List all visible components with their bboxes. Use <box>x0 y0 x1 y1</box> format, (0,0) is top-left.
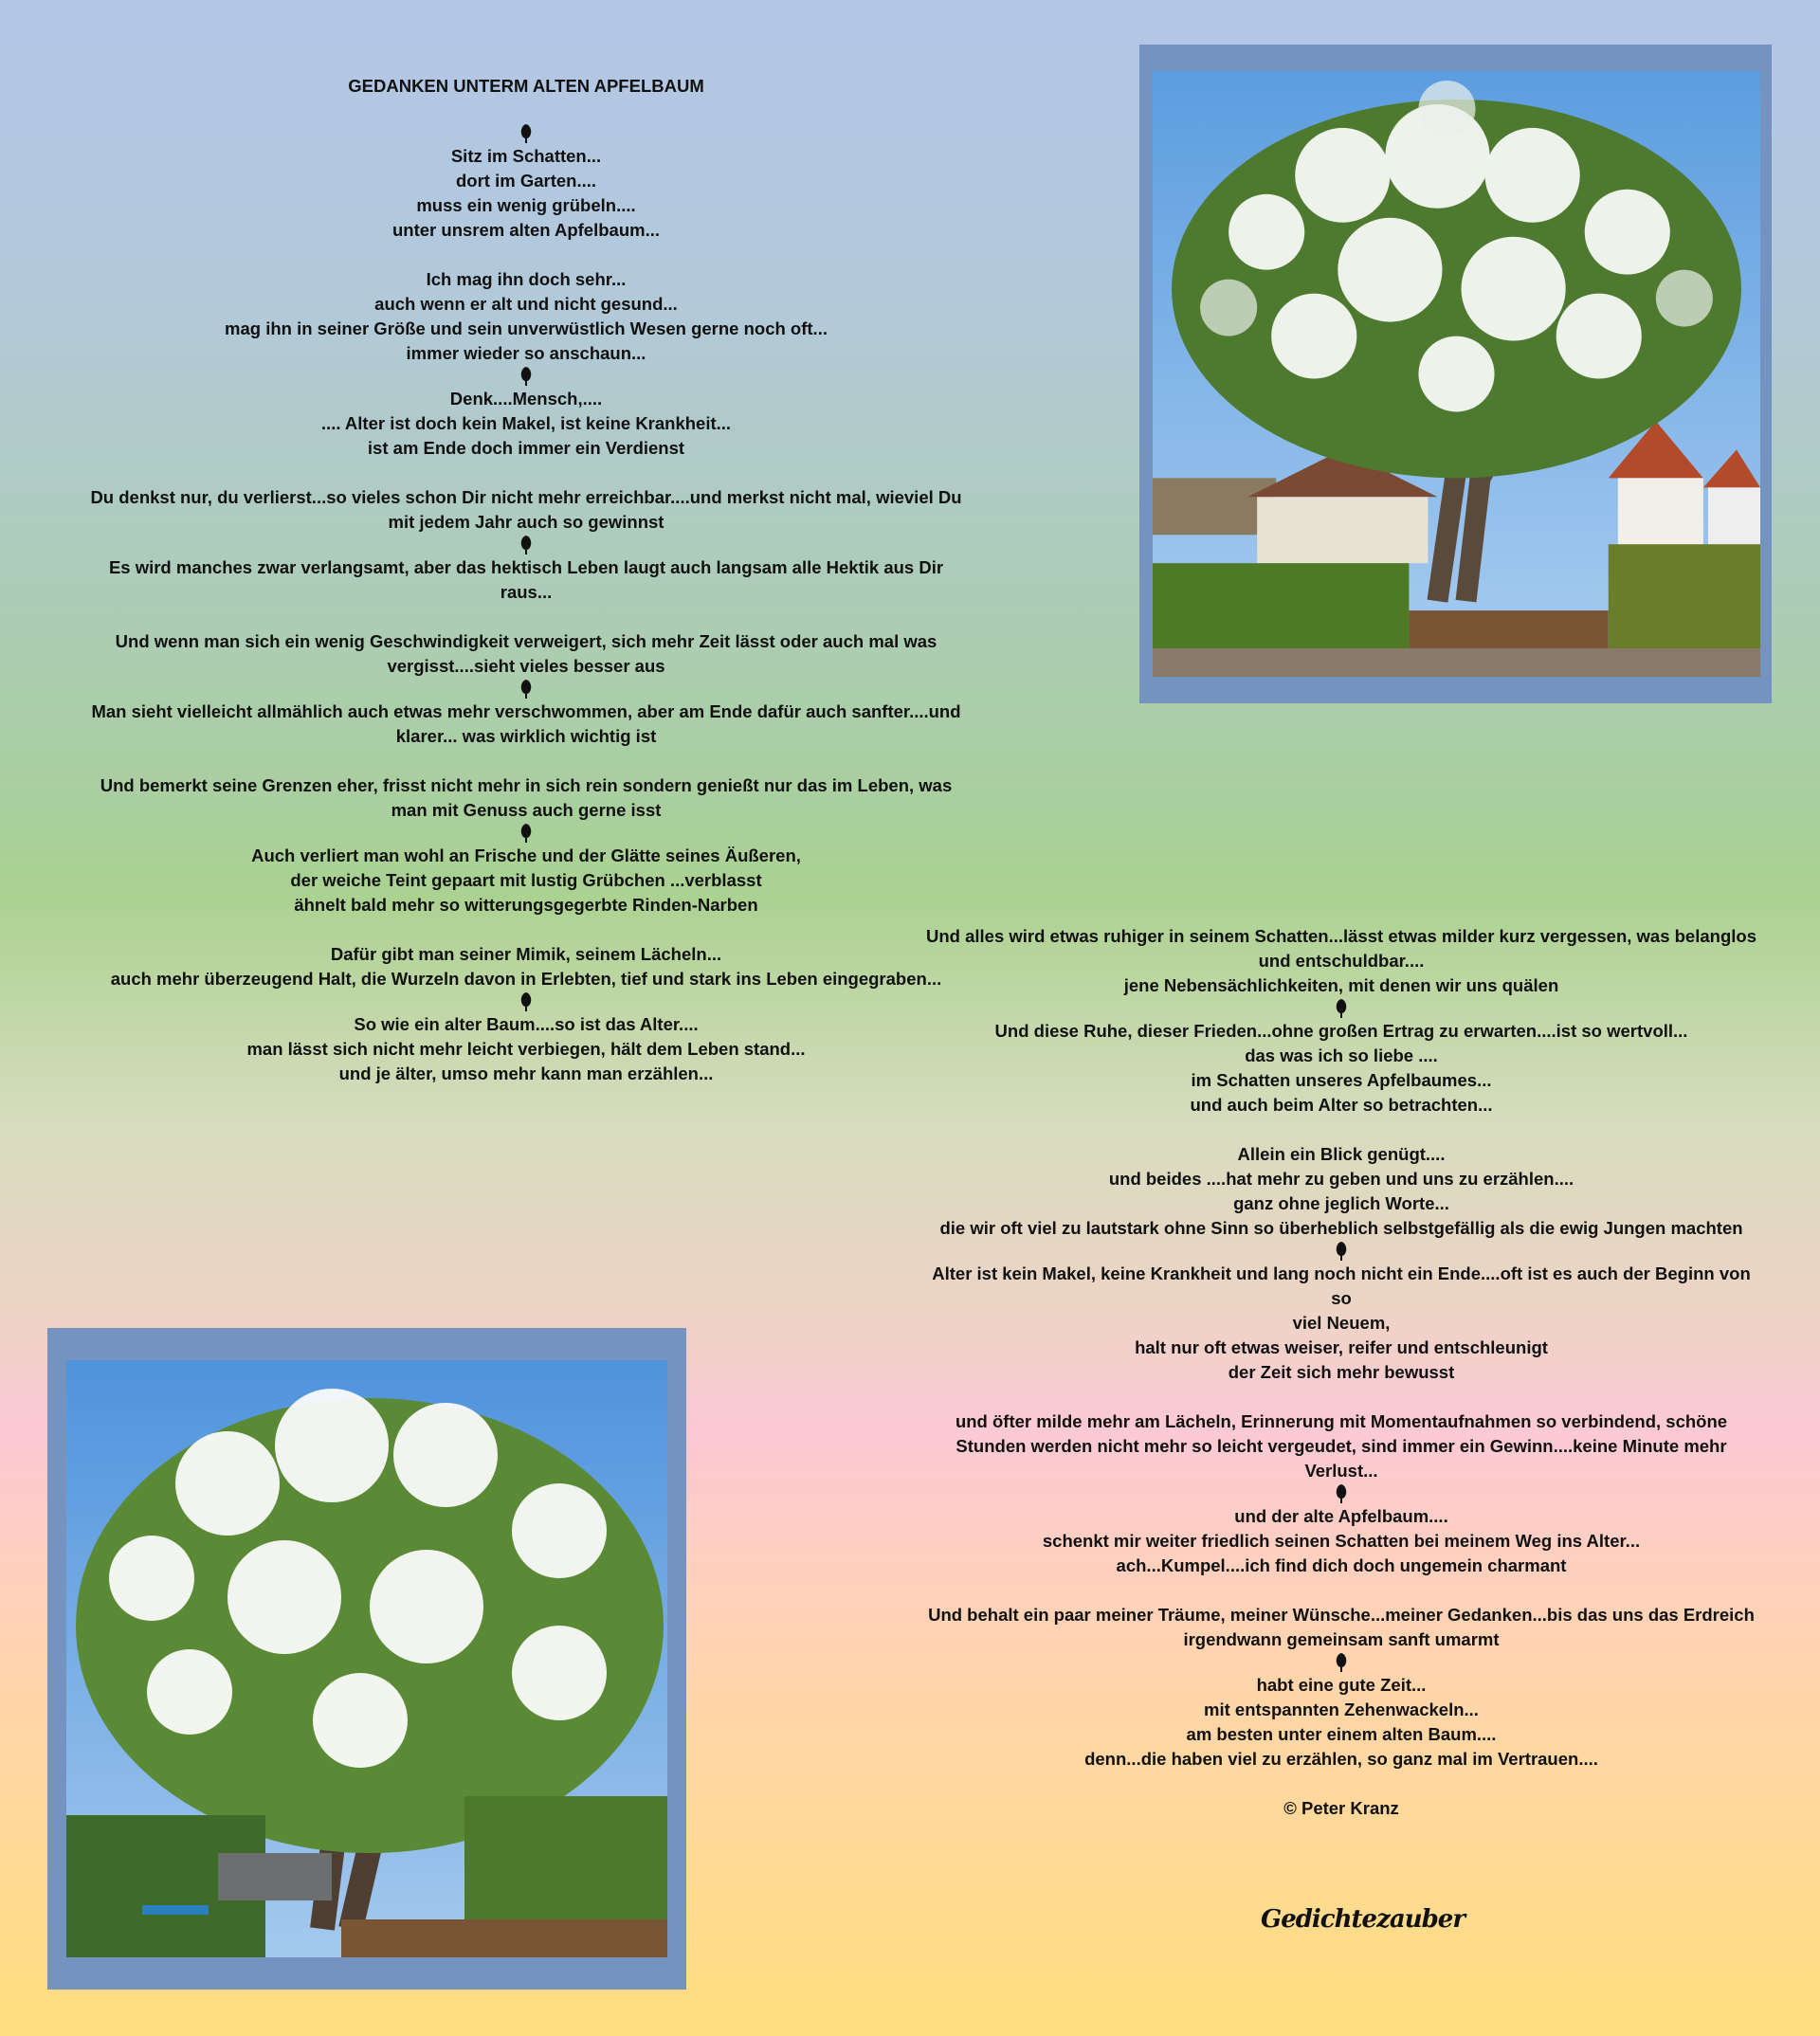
poem-line: Und diese Ruhe, dieser Frieden...ohne großen Ertrag zu erwarten....ist so wertvoll... <box>994 1021 1688 1041</box>
poem-line: © Peter Kranz <box>1283 1798 1399 1818</box>
poem-line: denn...die haben viel zu erzählen, so ganz mal im Vertrauen.... <box>1084 1749 1598 1769</box>
poem-line: Stunden werden nicht mehr so leicht vergeudet, sind immer ein Gewinn....keine Minute mehr <box>956 1436 1727 1456</box>
poem-left-column <box>81 74 972 1086</box>
poem-line: mit entspannten Zehenwackeln... <box>1204 1700 1479 1719</box>
apple-tree-image <box>66 1360 667 1957</box>
signature-logo <box>1261 1905 1465 1958</box>
poem-line: dort im Garten.... <box>455 171 597 191</box>
poem-line: die wir oft viel zu lautstark ohne Sinn so überheblich selbstgefällig als die ewig Jungen machten <box>939 1218 1743 1238</box>
poem-line: habt eine gute Zeit... <box>1256 1675 1427 1695</box>
poem-line: Auch verliert man wohl an Frische und der Glätte seines Äußeren, <box>251 845 801 865</box>
poem-line: der weiche Teint gepaart mit lustig Grübchen ...verblasst <box>290 870 762 890</box>
poem-line: Und bemerkt seine Grenzen eher, frisst nicht mehr in sich rein sondern genießt nur das im Leben, was <box>100 775 953 795</box>
poem-line: im Schatten unseres Apfelbaumes... <box>1191 1070 1492 1090</box>
poem-line: Du denkst nur, du verlierst...so vieles schon Dir nicht mehr erreichbar....und merkst nicht mal, wieviel Du <box>90 487 962 507</box>
poem-line: immer wieder so anschaun... <box>406 343 646 363</box>
tree-icon <box>519 535 533 555</box>
poem-line: Und wenn man sich ein wenig Geschwindigkeit verweigert, sich mehr Zeit lässt oder auch mal was <box>115 631 937 651</box>
poem-line: viel Neuem, <box>1292 1313 1391 1333</box>
poem-line: Und behalt ein paar meiner Träume, meiner Wünsche...meiner Gedanken...bis das uns das Erdreich <box>928 1605 1755 1625</box>
poem-line: mag ihn in seiner Größe und sein unverwüstlich Wesen gerne noch oft... <box>225 318 828 338</box>
tree-icon <box>1335 1652 1348 1673</box>
poem-line: vergisst....sieht vieles besser aus <box>387 656 665 676</box>
poem-line: Sitz im Schatten... <box>450 146 602 166</box>
poem-line: klarer... was wirklich wichtig ist <box>395 726 657 746</box>
tree-icon <box>519 366 533 387</box>
tree-icon <box>519 123 533 144</box>
tree-icon <box>519 991 533 1012</box>
poem-line: Dafür gibt man seiner Mimik, seinem Lächeln... <box>330 944 722 964</box>
poem-line: man mit Genuss auch gerne isst <box>391 800 662 820</box>
tree-icon <box>1335 998 1348 1019</box>
poem-line: Alter ist kein Makel, keine Krankheit und lang noch nicht ein Ende....oft ist es auch der Beginn von so <box>932 1263 1751 1308</box>
poem-line: ach...Kumpel....ich find dich doch ungemein charmant <box>1116 1555 1567 1575</box>
poem-line: unter unsrem alten Apfelbaum... <box>392 220 660 240</box>
poem-line: halt nur oft etwas weiser, reifer und entschleunigt <box>1135 1337 1548 1357</box>
poem-line: und öfter milde mehr am Lächeln, Erinnerung mit Momentaufnahmen so verbindend, schöne <box>955 1411 1728 1431</box>
poem-line: der Zeit sich mehr bewusst <box>1228 1362 1455 1382</box>
tree-icon <box>1335 1483 1348 1504</box>
tree-icon <box>1335 1241 1348 1262</box>
poem-line: jene Nebensächlichkeiten, mit denen wir uns quälen <box>1123 975 1559 995</box>
poem-line: auch mehr überzeugend Halt, die Wurzeln davon in Erlebten, tief und stark ins Leben eingegraben... <box>110 969 942 989</box>
poem-line: .... Alter ist doch kein Makel, ist keine Krankheit... <box>320 413 732 433</box>
poem-line: Ich mag ihn doch sehr... <box>426 269 627 289</box>
poem-line: am besten unter einem alten Baum.... <box>1186 1724 1497 1744</box>
poem-line: raus... <box>500 582 553 602</box>
apple-tree-photo-bottom <box>47 1328 686 1990</box>
tree-icon <box>519 679 533 700</box>
poem-line: So wie ein alter Baum....so ist das Alter.... <box>354 1014 699 1034</box>
poem-line: und entschuldbar.... <box>1258 951 1425 971</box>
poem-line: und der alte Apfelbaum.... <box>1234 1506 1448 1526</box>
poem-line: auch wenn er alt und nicht gesund... <box>374 294 678 314</box>
poem-line: Denk....Mensch,.... <box>449 389 603 409</box>
poem-line: schenkt mir weiter friedlich seinen Schatten bei meinem Weg ins Alter... <box>1042 1531 1641 1551</box>
poem-right-column <box>919 924 1763 1821</box>
poem-line: Man sieht vielleicht allmählich auch etwas mehr verschwommen, aber am Ende dafür auch sanfter....und <box>91 701 961 721</box>
poem-line: Allein ein Blick genügt.... <box>1237 1144 1446 1164</box>
poem-line: ganz ohne jeglich Worte... <box>1233 1193 1449 1213</box>
poem-title: GEDANKEN UNTERM ALTEN APFELBAUM <box>348 76 704 96</box>
poem-line: ähnelt bald mehr so witterungsgegerbte Rinden-Narben <box>294 895 758 915</box>
poem-line: mit jedem Jahr auch so gewinnst <box>388 512 664 532</box>
apple-tree-image <box>1153 71 1760 677</box>
poem-line: das was ich so liebe .... <box>1245 1045 1438 1065</box>
poem-line: und je älter, umso mehr kann man erzählen... <box>338 1063 714 1083</box>
poem-line: irgendwann gemeinsam sanft umarmt <box>1183 1629 1500 1649</box>
poem-line: man lässt sich nicht mehr leicht verbiegen, hält dem Leben stand... <box>246 1039 806 1059</box>
poem-line: und beides ....hat mehr zu geben und uns zu erzählen.... <box>1108 1169 1574 1189</box>
poem-line: Es wird manches zwar verlangsamt, aber das hektisch Leben laugt auch langsam alle Hektik aus Dir <box>108 557 944 577</box>
signature-text: Gedichtezauber <box>1261 1905 1465 1934</box>
poem-line: ist am Ende doch immer ein Verdienst <box>367 438 685 458</box>
poem-line: muss ein wenig grübeln.... <box>416 195 636 215</box>
poem-line: und auch beim Alter so betrachten... <box>1190 1095 1493 1115</box>
poem-line: Und alles wird etwas ruhiger in seinem Schatten...lässt etwas milder kurz vergessen, was belanglos <box>926 926 1756 946</box>
poem-line: Verlust... <box>1304 1461 1378 1481</box>
apple-tree-photo-top <box>1139 45 1772 703</box>
tree-icon <box>519 823 533 844</box>
